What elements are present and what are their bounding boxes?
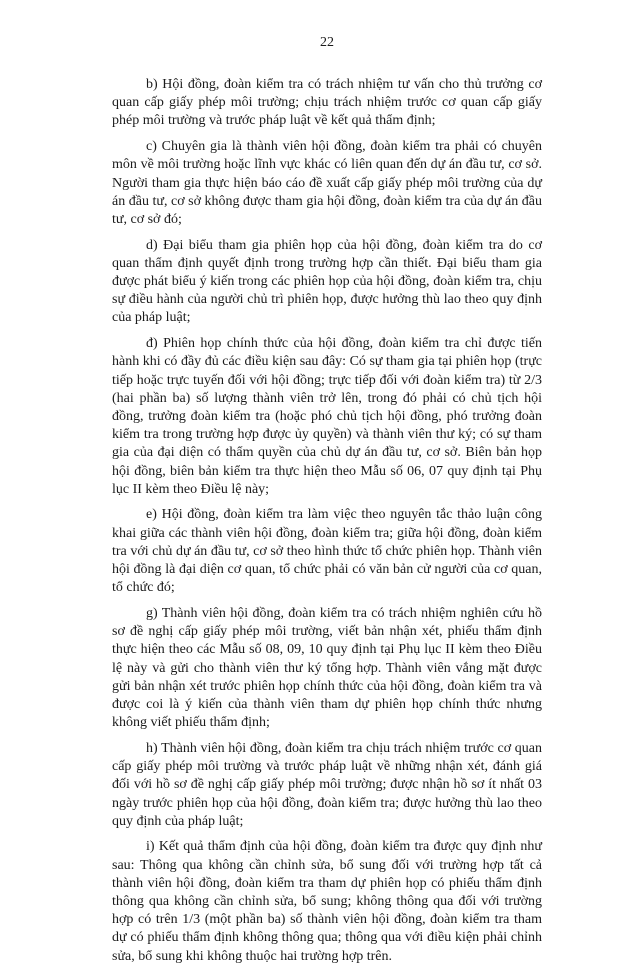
paragraph-g: g) Thành viên hội đồng, đoàn kiểm tra có trách nhiệm nghiên cứu hồ sơ đề nghị cấp giấy phép môi trường, viết bản nhận xét, phiếu thẩm định thực hiện theo các Mẫu số 08, 09, 10 quy định tại Phụ lục II kèm theo Điều lệ này và gửi cho thành viên thư ký tổng hợp. Thành viên vắng mặt được gửi bản nhận xét trước phiên họp chính thức của hội đồng, đoàn kiểm tra và được coi là ý kiến của thành viên tham dự phiên họp chính thức nhưng không viết phiếu thẩm định; xyxy=(112,605,542,731)
paragraph-d: d) Đại biểu tham gia phiên họp của hội đồng, đoàn kiểm tra do cơ quan thẩm định quyết định trong trường hợp cần thiết. Đại biểu tham gia được phát biểu ý kiến trong các phiên họp của hội đồng, đoàn kiểm tra, chịu sự điều hành của người chủ trì phiên họp, được hưởng thù lao theo quy định của pháp luật; xyxy=(112,237,542,326)
paragraph-c: c) Chuyên gia là thành viên hội đồng, đoàn kiểm tra phải có chuyên môn về môi trường hoặc lĩnh vực khác có liên quan đến dự án đầu tư, cơ sở. Người tham gia thực hiện báo cáo đề xuất cấp giấy phép môi trường của dự án đầu tư, cơ sở không được tham gia hội đồng, đoàn kiểm tra của dự án đầu tư, cơ sở đó; xyxy=(112,139,542,227)
paragraph-b: b) Hội đồng, đoàn kiểm tra có trách nhiệm tư vấn cho thủ trưởng cơ quan cấp giấy phép môi trường; chịu trách nhiệm trước cơ quan cấp giấy phép môi trường và trước pháp luật về kết quả thẩm định; xyxy=(112,77,542,129)
paragraph-h: h) Thành viên hội đồng, đoàn kiểm tra chịu trách nhiệm trước cơ quan cấp giấy phép môi trường và trước pháp luật về những nhận xét, đánh giá đối với hồ sơ đề nghị cấp giấy phép môi trường; được nhận hồ sơ ít nhất 03 ngày trước phiên họp của hội đồng, đoàn kiểm tra; được hưởng thù lao theo quy định của pháp luật; xyxy=(112,740,542,829)
paragraph-dd: đ) Phiên họp chính thức của hội đồng, đoàn kiểm tra chỉ được tiến hành khi có đầy đủ các điều kiện sau đây: Có sự tham gia tại phiên họp (trực tiếp hoặc trực tuyến đối với hội đồng; trực tiếp đối với đoàn kiểm tra) từ 2/3 (hai phần ba) số lượng thành viên trở lên, trong đó phải có chủ tịch hội đồng, trưởng đoàn kiểm tra (hoặc phó chủ tịch hội đồng, phó trưởng đoàn kiểm tra trong trường hợp được ủy quyền) và thành viên thư ký; có sự tham gia của đại diện có thẩm quyền của chủ dự án đầu tư, cơ sở. Biên bản họp hội đồng, biên bản kiểm tra thực hiện theo Mẫu số 06, 07 quy định tại Phụ lục II kèm theo Điều lệ này; xyxy=(112,336,542,497)
paragraph-i: i) Kết quả thẩm định của hội đồng, đoàn kiểm tra được quy định như sau: Thông qua không cần chỉnh sửa, bổ sung đối với trường hợp tất cả thành viên hội đồng, đoàn kiểm tra tham dự phiên họp có phiếu thẩm định thông qua không cần chỉnh sửa, bổ sung; không thông qua đối với trường hợp có trên 1/3 (một phần ba) số thành viên hội đồng, đoàn kiểm tra tham dự có phiếu thẩm định không thông qua; thông qua với điều kiện phải chỉnh sửa, bổ sung khi không thuộc hai trường hợp trên. xyxy=(112,839,542,964)
paragraph-e: e) Hội đồng, đoàn kiểm tra làm việc theo nguyên tắc thảo luận công khai giữa các thành viên hội đồng, đoàn kiểm tra; giữa hội đồng, đoàn kiểm tra với chủ dự án đầu tư, cơ sở theo hình thức tổ chức phiên họp. Thành viên hội đồng là đại diện cơ quan, tổ chức phải có văn bản cử người của cơ quan, tổ chức đó; xyxy=(112,507,542,596)
page-number: 22 xyxy=(320,35,334,50)
